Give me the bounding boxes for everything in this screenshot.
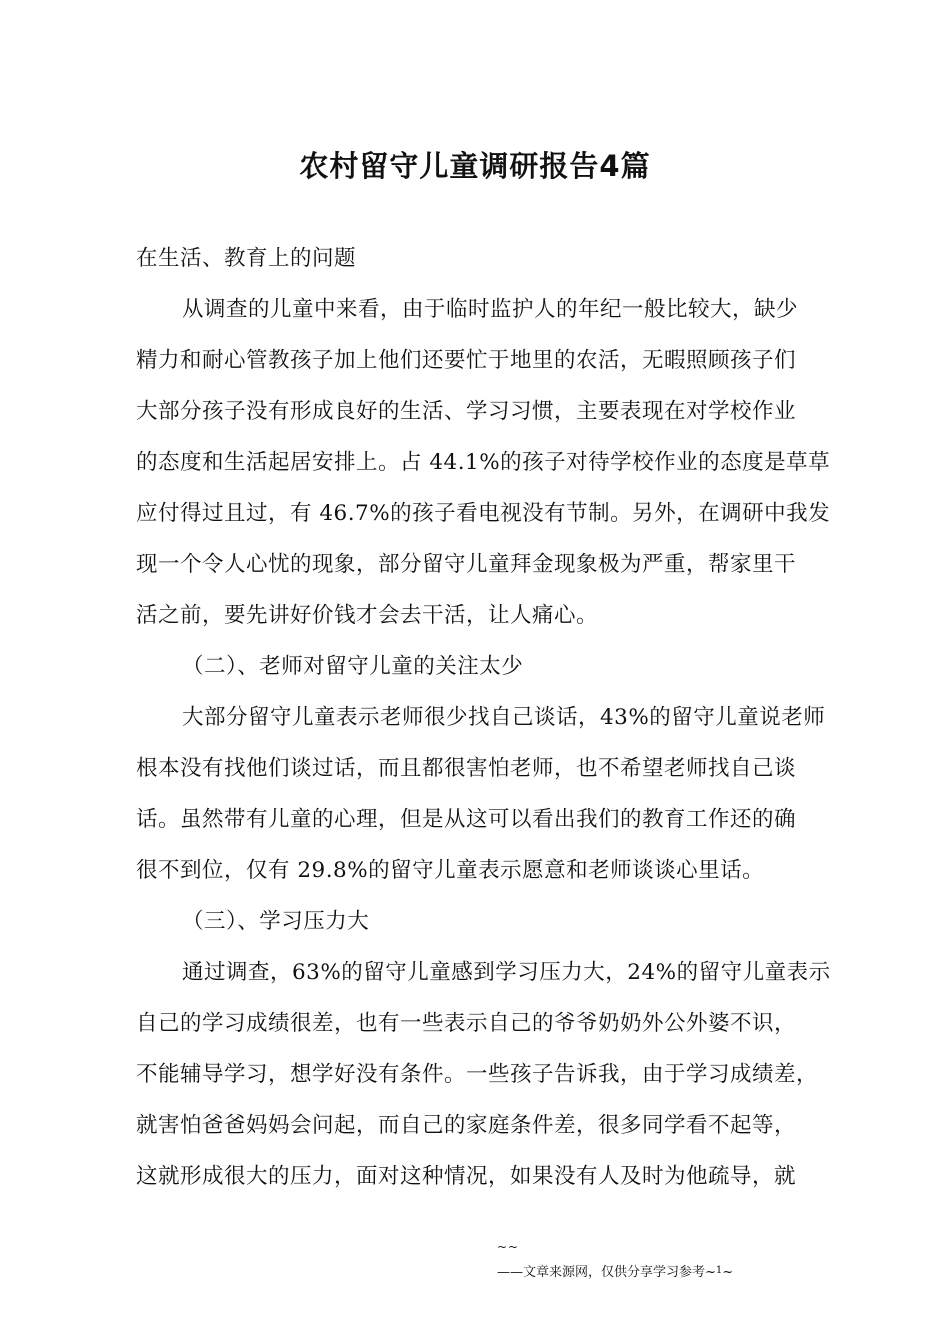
section-heading: （二）、老师对留守儿童的关注太少 xyxy=(182,654,524,679)
paragraph-line: 现一个令人心忧的现象，部分留守儿童拜金现象极为严重，帮家里干 xyxy=(136,552,797,577)
paragraph-line: 活之前，要先讲好价钱才会去干活，让人痛心。 xyxy=(136,603,599,628)
footer-mark: ~~ xyxy=(497,1240,520,1254)
paragraph-line: 就害怕爸爸妈妈会问起，而自己的家庭条件差，很多同学看不起等， xyxy=(136,1113,797,1138)
paragraph-line: 自己的学习成绩很差，也有一些表示自己的爷爷奶奶外公外婆不识， xyxy=(136,1011,797,1036)
footer-source-text: ——文章来源网，仅供分享学习参考 xyxy=(497,1265,706,1280)
page-number-suffix: ~ xyxy=(722,1265,734,1280)
paragraph-line: 大部分留守儿童表示老师很少找自己谈话，43%的留守儿童说老师 xyxy=(182,705,826,730)
paragraph-line: 根本没有找他们谈过话，而且都很害怕老师，也不希望老师找自己谈 xyxy=(136,756,797,781)
paragraph-line: 这就形成很大的压力，面对这种情况，如果没有人及时为他疏导，就 xyxy=(136,1164,797,1189)
paragraph-line: 从调查的儿童中来看，由于临时监护人的年纪一般比较大，缺少 xyxy=(182,297,799,322)
document-title: 农村留守儿童调研报告4篇 xyxy=(299,149,651,183)
page-number: 1 xyxy=(715,1265,723,1276)
paragraph-line: 很不到位，仅有 29.8%的留守儿童表示愿意和老师谈谈心里话。 xyxy=(136,858,765,883)
paragraph-line: 不能辅导学习，想学好没有条件。一些孩子告诉我，由于学习成绩差， xyxy=(136,1062,819,1087)
section-heading: （三）、学习压力大 xyxy=(182,909,370,934)
paragraph-line: 通过调查，63%的留守儿童感到学习压力大，24%的留守儿童表示 xyxy=(182,960,831,985)
page-number-prefix: ~ xyxy=(705,1265,716,1280)
paragraph-line: 话。虽然带有儿童的心理，但是从这可以看出我们的教育工作还的确 xyxy=(136,807,797,832)
paragraph-line: 应付得过且过，有 46.7%的孩子看电视没有节制。另外，在调研中我发 xyxy=(136,501,831,526)
paragraph-line: 精力和耐心管教孩子加上他们还要忙于地里的农活，无暇照顾孩子们 xyxy=(136,348,797,373)
section-heading: 在生活、教育上的问题 xyxy=(136,246,357,271)
paragraph-line: 的态度和生活起居安排上。占 44.1%的孩子对待学校作业的态度是草草 xyxy=(136,450,831,475)
paragraph-line: 大部分孩子没有形成良好的生活、学习习惯，主要表现在对学校作业 xyxy=(136,399,797,424)
footer-note xyxy=(497,1262,733,1282)
